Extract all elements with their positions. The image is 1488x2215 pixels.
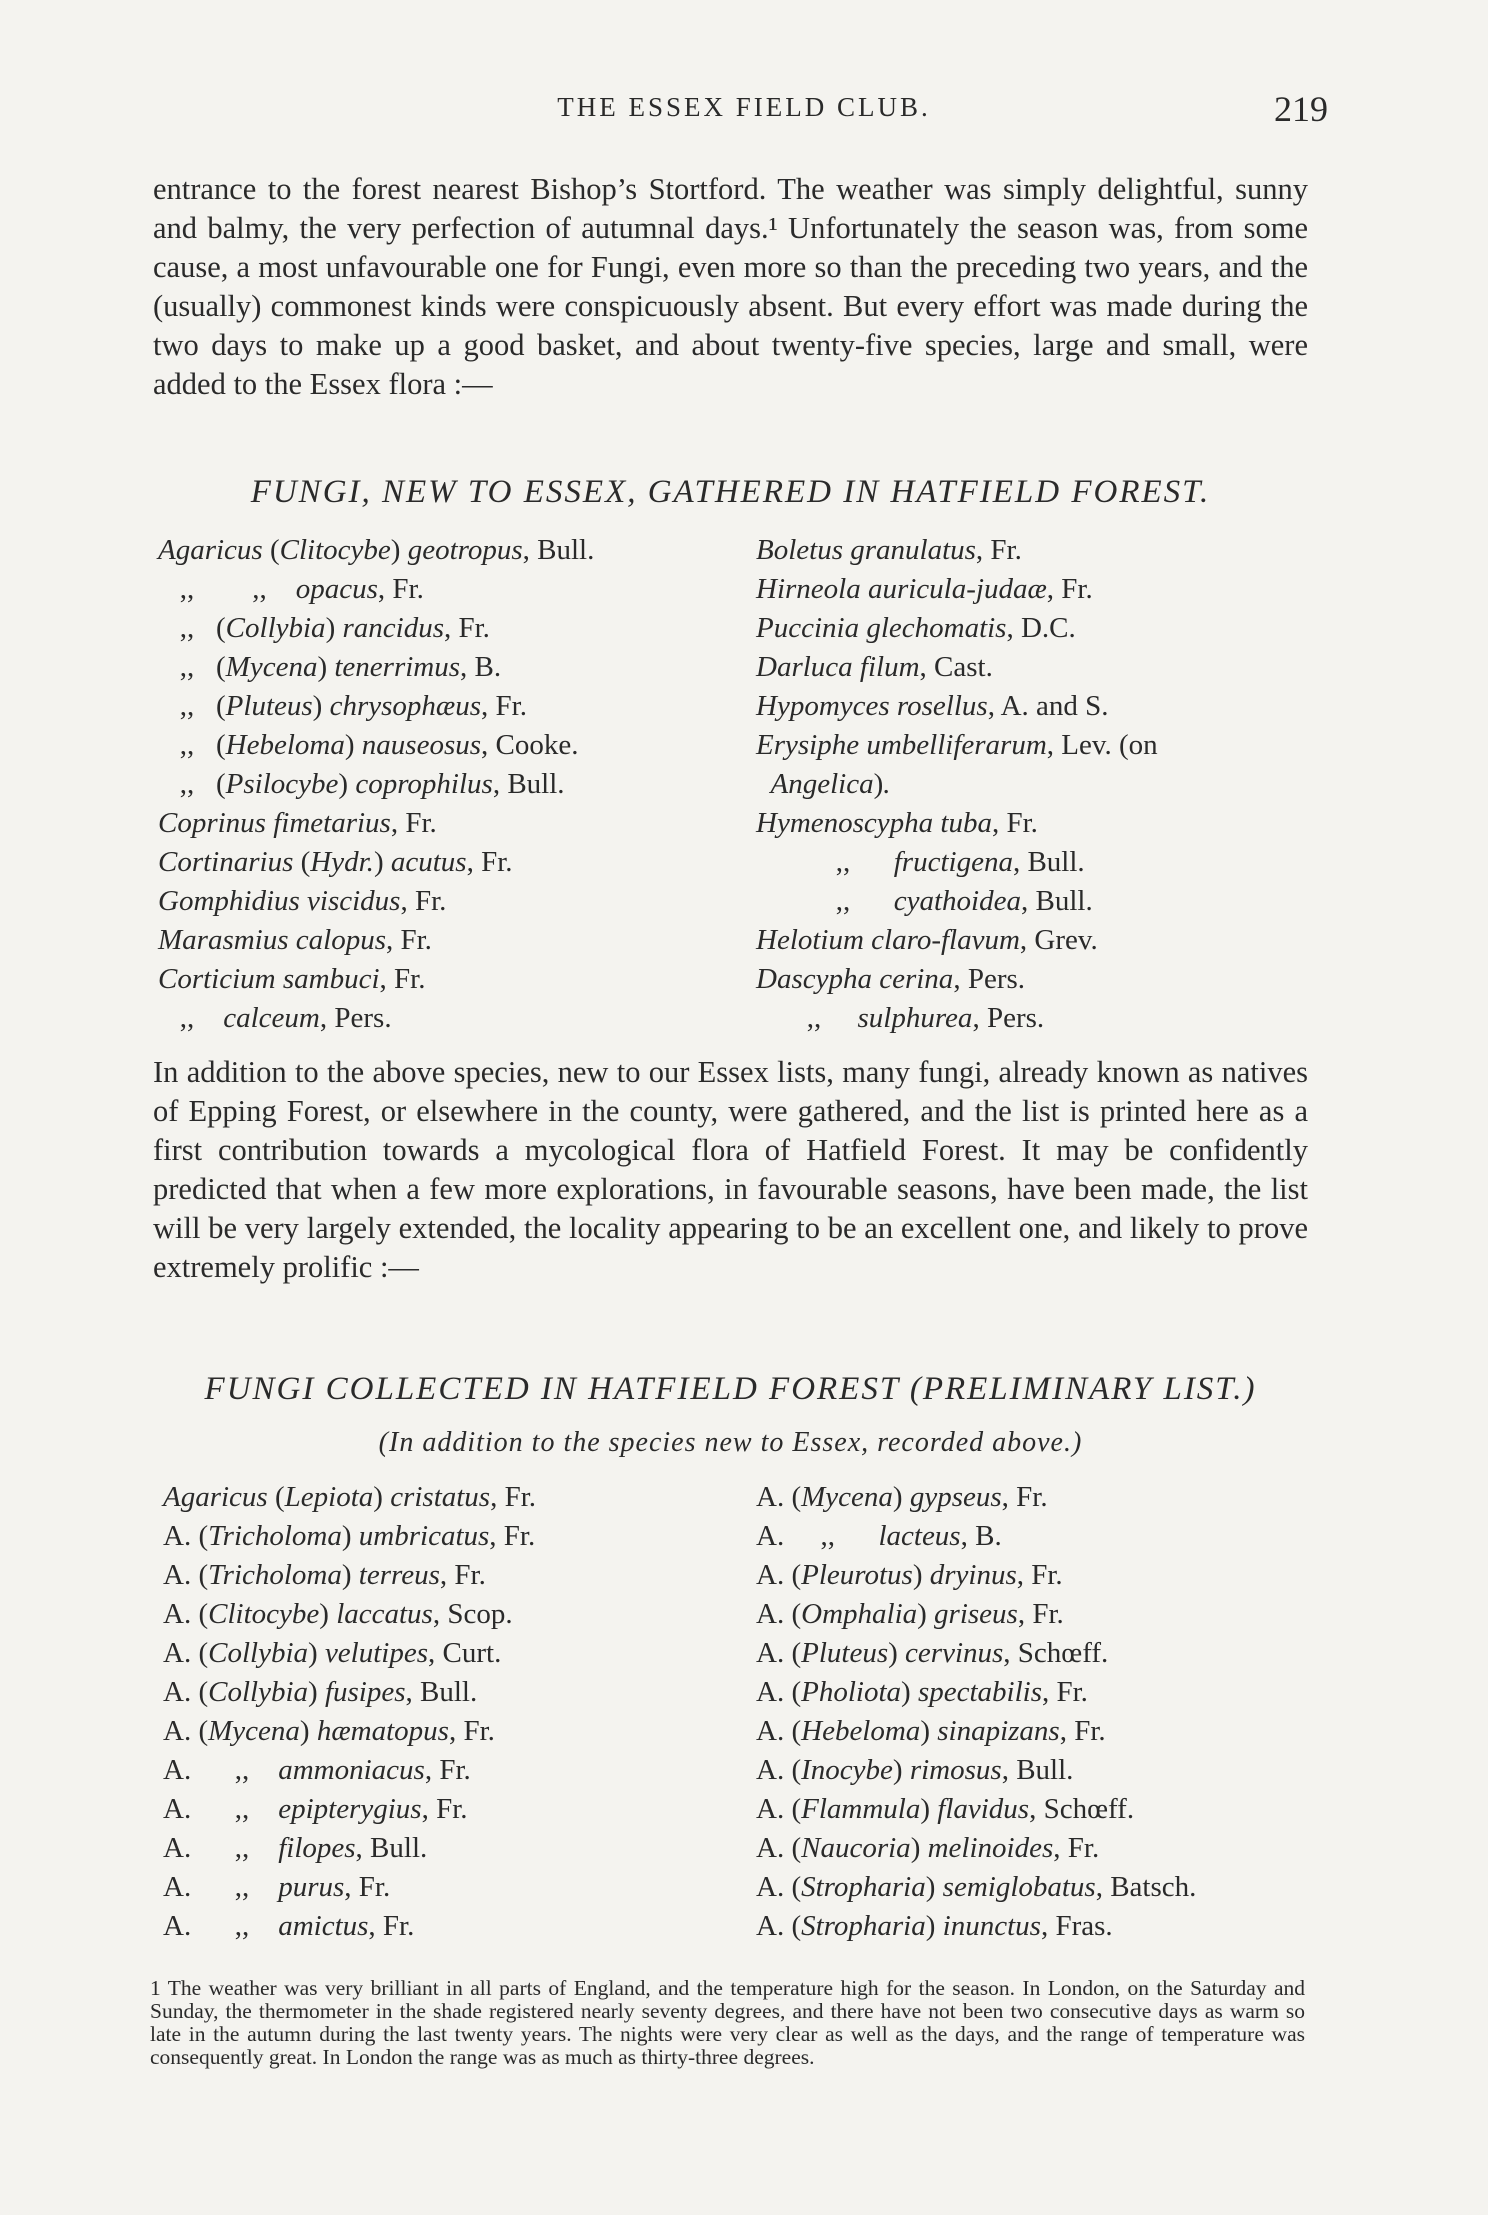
middle-paragraph: In addition to the above species, new to our Essex lists, many fungi, already known as natives of Epping Forest, or elsewhere in the county, were gathered, and the list is printed here as a first contribution towards a mycological flora of Hatfield Forest. It may be confidently predicted that when a few more explorations, in favourable seasons, have been made, the list will be very largely extended, the locality appearing to be an excellent one, and likely to prove extremely prolific :—: [153, 1055, 1308, 1284]
species-line: Gomphidius viscidus, Fr.: [158, 885, 447, 917]
species-line: Hypomyces rosellus, A. and S.: [756, 690, 1109, 722]
species-list-new-right: [756, 531, 1158, 1038]
species-line: A. ,, epipterygius, Fr.: [163, 1793, 468, 1825]
species-line: Helotium claro-flavum, Grev.: [756, 924, 1098, 956]
species-line: Corticium sambuci, Fr.: [158, 963, 426, 995]
species-line: ,, (Collybia) rancidus, Fr.: [158, 612, 490, 644]
species-line: A. (Pholiota) spectabilis, Fr.: [756, 1676, 1088, 1708]
species-line: ,, (Pluteus) chrysophæus, Fr.: [158, 690, 527, 722]
species-line: Erysiphe umbelliferarum, Lev. (on: [756, 729, 1158, 761]
species-line: A. (Flammula) flavidus, Schœff.: [756, 1793, 1135, 1825]
species-line: A. (Clitocybe) laccatus, Scop.: [163, 1598, 513, 1630]
species-line: Angelica).: [770, 768, 891, 800]
species-line: A. (Stropharia) semiglobatus, Batsch.: [756, 1871, 1197, 1903]
species-line: ,, calceum, Pers.: [158, 1002, 392, 1034]
species-line: Puccinia glechomatis, D.C.: [756, 612, 1076, 644]
species-line: A. ,, lacteus, B.: [756, 1520, 1002, 1552]
species-line: Boletus granulatus, Fr.: [756, 534, 1022, 566]
species-line: A. (Mycena) gypseus, Fr.: [756, 1481, 1048, 1513]
species-line: A. ,, purus, Fr.: [163, 1871, 391, 1903]
species-line: Agaricus (Lepiota) cristatus, Fr.: [163, 1481, 537, 1513]
footnote: 1 The weather was very brilliant in all parts of England, and the temperature high for the season. In London, on the Saturday and Sunday, the thermometer in the shade registered nearly seventy degrees, and there have not been two consecutive days as warm so late in the autumn during the last twenty years. The nights were very clear as well as the days, and the range of temperature was consequently great. In London the range was as much as thirty-three degrees.: [150, 1976, 1305, 2069]
species-line: A. (Collybia) fusipes, Bull.: [163, 1676, 478, 1708]
page-header: [160, 89, 1328, 138]
species-line: A. (Naucoria) melinoides, Fr.: [756, 1832, 1100, 1864]
section-subtitle: (In addition to the species new to Essex, recorded above.): [378, 1427, 1083, 1458]
species-list-preliminary-right: [756, 1478, 1196, 1946]
intro-paragraph: entrance to the forest nearest Bishop’s Stortford. The weather was simply delightful, sunny and balmy, the very perfection of autumnal days.¹ Unfortunately the season was, from some cause, a most unfavourable one for Fungi, even more so than the preceding two years, and the (usually) commonest kinds were conspicuously absent. But every effort was made during the two days to make up a good basket, and about twenty-five species, large and small, were added to the Essex flora :—: [153, 172, 1308, 401]
species-line: A. (Pleurotus) dryinus, Fr.: [756, 1559, 1063, 1591]
species-line: ,, ,, opacus, Fr.: [158, 573, 424, 605]
running-title: THE ESSEX FIELD CLUB.: [557, 92, 931, 122]
species-line: A. (Tricholoma) umbricatus, Fr.: [163, 1520, 536, 1552]
section-title-new-to-essex: FUNGI, NEW TO ESSEX, GATHERED IN HATFIELD FOREST.: [250, 474, 1211, 510]
species-line: A. (Hebeloma) sinapizans, Fr.: [756, 1715, 1106, 1747]
species-line: A. (Stropharia) inunctus, Fras.: [756, 1910, 1113, 1942]
species-line: A. (Collybia) velutipes, Curt.: [163, 1637, 502, 1669]
species-line: A. (Pluteus) cervinus, Schœff.: [756, 1637, 1109, 1669]
species-line: Darluca filum, Cast.: [756, 651, 993, 683]
species-line: A. (Inocybe) rimosus, Bull.: [756, 1754, 1074, 1786]
species-line: A. (Mycena) hæmatopus, Fr.: [163, 1715, 495, 1747]
species-line: Hirneola auricula-judaæ, Fr.: [756, 573, 1093, 605]
species-line: A. (Omphalia) griseus, Fr.: [756, 1598, 1064, 1630]
species-line: Coprinus fimetarius, Fr.: [158, 807, 437, 839]
species-line: ,, (Mycena) tenerrimus, B.: [158, 651, 502, 683]
species-line: ,, fructigena, Bull.: [756, 846, 1085, 878]
page-number: 219: [1274, 89, 1328, 129]
species-line: A. ,, ammoniacus, Fr.: [163, 1754, 471, 1786]
species-line: Hymenoscypha tuba, Fr.: [756, 807, 1038, 839]
species-list-preliminary-left: [163, 1478, 536, 1946]
species-line: Cortinarius (Hydr.) acutus, Fr.: [158, 846, 513, 878]
species-list-new-left: [158, 531, 594, 1038]
species-line: ,, (Hebeloma) nauseosus, Cooke.: [158, 729, 579, 761]
species-line: A. ,, amictus, Fr.: [163, 1910, 415, 1942]
species-line: ,, (Psilocybe) coprophilus, Bull.: [158, 768, 565, 800]
species-line: ,, cyathoidea, Bull.: [756, 885, 1093, 917]
species-line: Marasmius calopus, Fr.: [158, 924, 432, 956]
species-line: Dascypha cerina, Pers.: [756, 963, 1026, 995]
section-title-preliminary-list: FUNGI COLLECTED IN HATFIELD FOREST (PRELIMINARY LIST.): [204, 1371, 1257, 1407]
species-line: Agaricus (Clitocybe) geotropus, Bull.: [158, 534, 595, 566]
species-line: A. (Tricholoma) terreus, Fr.: [163, 1559, 486, 1591]
species-line: ,, sulphurea, Pers.: [756, 1002, 1045, 1034]
species-line: A. ,, filopes, Bull.: [163, 1832, 428, 1864]
